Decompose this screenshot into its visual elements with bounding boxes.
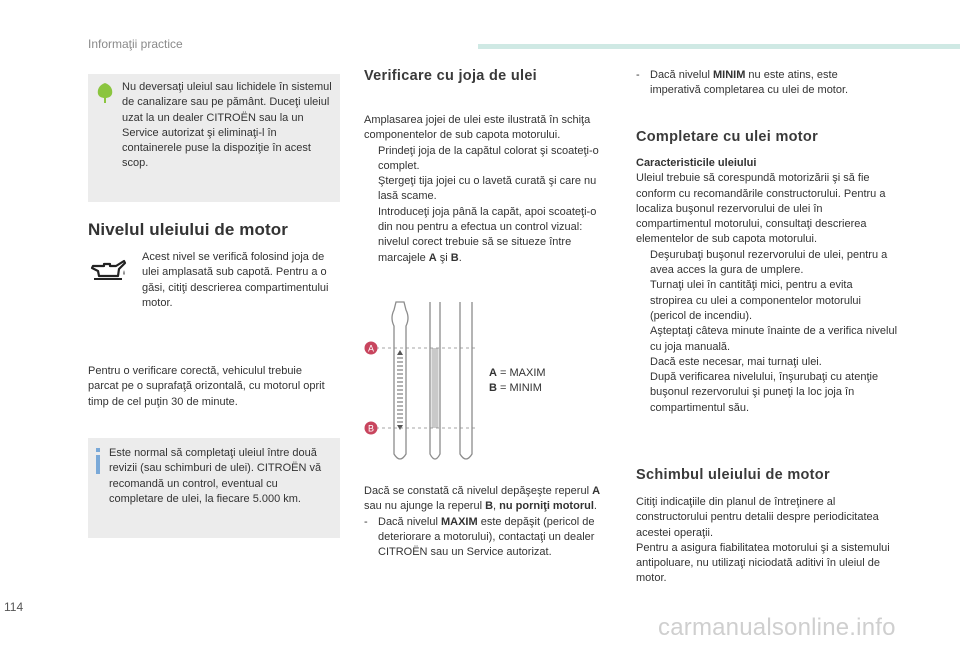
marker-b-badge: B bbox=[367, 423, 375, 434]
bullet-marker bbox=[636, 370, 650, 416]
level-out-of-range-note: Dacă se constată că nivelul depăşeşte reperul A sau nu ajunge la reperul B, nu porniţi motorul. bbox=[364, 485, 601, 513]
list-item bbox=[636, 278, 898, 324]
dipstick-legend bbox=[489, 366, 546, 397]
oil-characteristics-text: Uleiul trebuie să corespundă motorizării şi să fie conform cu recomandările constructorului. Pentru a localiza buşonul rezervorului de ulei în compartimentul motorului, consultaţi descrierea elementelor de sub capota motorului. bbox=[636, 172, 886, 246]
list-item bbox=[364, 515, 618, 561]
marker-a-badge: A bbox=[367, 343, 375, 354]
dipstick-intro: Amplasarea jojei de ulei este ilustrată în schiţa componentelor de sub capota motorului. bbox=[364, 114, 591, 142]
info-icon bbox=[93, 448, 103, 474]
step-text: Turnaţi ulei în cantităţi mici, pentru a evita stropirea cu ulei a componentelor motorului (pericol de incendiu). bbox=[650, 279, 861, 322]
info-note-text: Este normal să completaţi uleiul între două revizii (sau schimburi de ulei). CITROËN vă recomandă un control, eventual cu completare de ulei, la fiecare 5.000 km. bbox=[109, 447, 322, 505]
bullet-marker bbox=[636, 278, 650, 324]
bullet-marker bbox=[364, 205, 378, 266]
marker-b-ref: B bbox=[450, 251, 459, 264]
engine-oil-level-heading: Nivelul uleiului de motor bbox=[88, 220, 288, 239]
oil-change-schedule-text: Citiţi indicaţiile din planul de întreţinere al constructorului pentru detalii despre periodicitatea acestei operaţii. bbox=[636, 496, 879, 539]
list-item bbox=[636, 324, 898, 355]
list-item bbox=[364, 205, 614, 266]
dipstick-check-heading: Verificare cu joja de ulei bbox=[364, 68, 538, 84]
leaf-icon bbox=[96, 82, 114, 104]
watermark: carmanualsonline.info bbox=[658, 614, 896, 641]
legend-maxim: A = MAXIM bbox=[489, 367, 546, 379]
dipstick-instructions bbox=[364, 113, 614, 266]
minim-not-reached-note: Dacă nivelul MINIM nu este atins, este imperativă completarea cu ulei de motor. bbox=[650, 69, 849, 97]
oil-change-additives-text: Pentru a asigura fiabilitatea motorului şi a sistemului antipoluare, nu utilizaţi niciodată aditivi în uleiul de motor. bbox=[636, 541, 890, 585]
list-item bbox=[364, 144, 614, 175]
dipstick-illustration bbox=[362, 296, 480, 466]
list-item bbox=[636, 248, 898, 279]
list-item bbox=[636, 68, 886, 99]
topping-up-content bbox=[636, 156, 898, 416]
section-title: Informaţii practice bbox=[88, 37, 183, 51]
legend-minim: B = MINIM bbox=[489, 382, 542, 395]
list-item bbox=[636, 370, 898, 416]
maxim-exceeded-note: Dacă nivelul MAXIM este depăşit (pericol de deteriorare a motorului), contactaţi un dealer CITROËN sau un Service autorizat. bbox=[378, 515, 595, 559]
bullet-marker bbox=[364, 174, 378, 205]
environment-note-text: Nu deversaţi uleiul sau lichidele în sistemul de canalizare sau pe pământ. Duceţi uleiul uzat la un dealer CITROËN sau la un Service autorizat şi eliminaţi-l în containerele puse la dispoziţie în acest scop. bbox=[122, 81, 332, 170]
oil-change-content bbox=[636, 495, 898, 587]
dash-marker: - bbox=[364, 515, 368, 528]
oil-level-description: Acest nivel se verifică folosind joja de ulei amplasată sub capotă. Pentru a o găsi, citiţi descrierea compartimentului motor. bbox=[142, 251, 329, 309]
bullet-marker bbox=[636, 324, 650, 355]
step-text: Deşurubaţi buşonul rezervorului de ulei, pentru a avea acces la gura de umplere. bbox=[650, 248, 888, 277]
step-text: Ştergeţi tija jojei cu o lavetă curată şi care nu lasă scame. bbox=[378, 175, 597, 203]
oil-change-heading: Schimbul uleiului de motor bbox=[636, 467, 830, 483]
step-text: După verificarea nivelului, înşurubaţi cu atenţie buşonul rezervorului şi puneţi la loc joja în compartimentul său. bbox=[650, 371, 879, 414]
topping-up-heading: Completare cu ulei motor bbox=[636, 129, 819, 145]
step-text: Introduceţi joja până la capăt, apoi scoateţi-o din nou pentru a efectua un control vizual: nivelul corect trebuie să se situeze între marcajele A şi B. bbox=[378, 205, 597, 264]
step-text: Aşteptaţi câteva minute înainte de a verifica nivelul cu joja manuală. bbox=[650, 325, 898, 353]
oil-characteristics-subtitle: Caracteristicile uleiului bbox=[636, 157, 757, 169]
marker-a-ref: A bbox=[428, 251, 437, 264]
step-text: Dacă este necesar, mai turnaţi ulei. bbox=[650, 355, 822, 368]
bullet-marker bbox=[636, 355, 650, 370]
dash-marker: - bbox=[636, 69, 640, 81]
bullet-marker bbox=[364, 144, 378, 175]
header-accent-bar bbox=[478, 44, 960, 49]
step-text: Prindeţi joja de la capătul colorat şi scoateţi-o complet. bbox=[378, 144, 599, 172]
page-number: 114 bbox=[4, 600, 24, 614]
minim-note bbox=[636, 68, 886, 99]
list-item bbox=[636, 355, 898, 370]
level-warning-text bbox=[364, 484, 618, 560]
bullet-marker bbox=[636, 248, 650, 279]
list-item bbox=[364, 174, 614, 205]
check-conditions-text: Pentru o verificare corectă, vehiculul trebuie parcat pe o suprafaţă orizontală, cu motorul oprit timp de cel puţin 30 de minute. bbox=[88, 365, 325, 408]
oil-can-icon bbox=[90, 256, 128, 284]
